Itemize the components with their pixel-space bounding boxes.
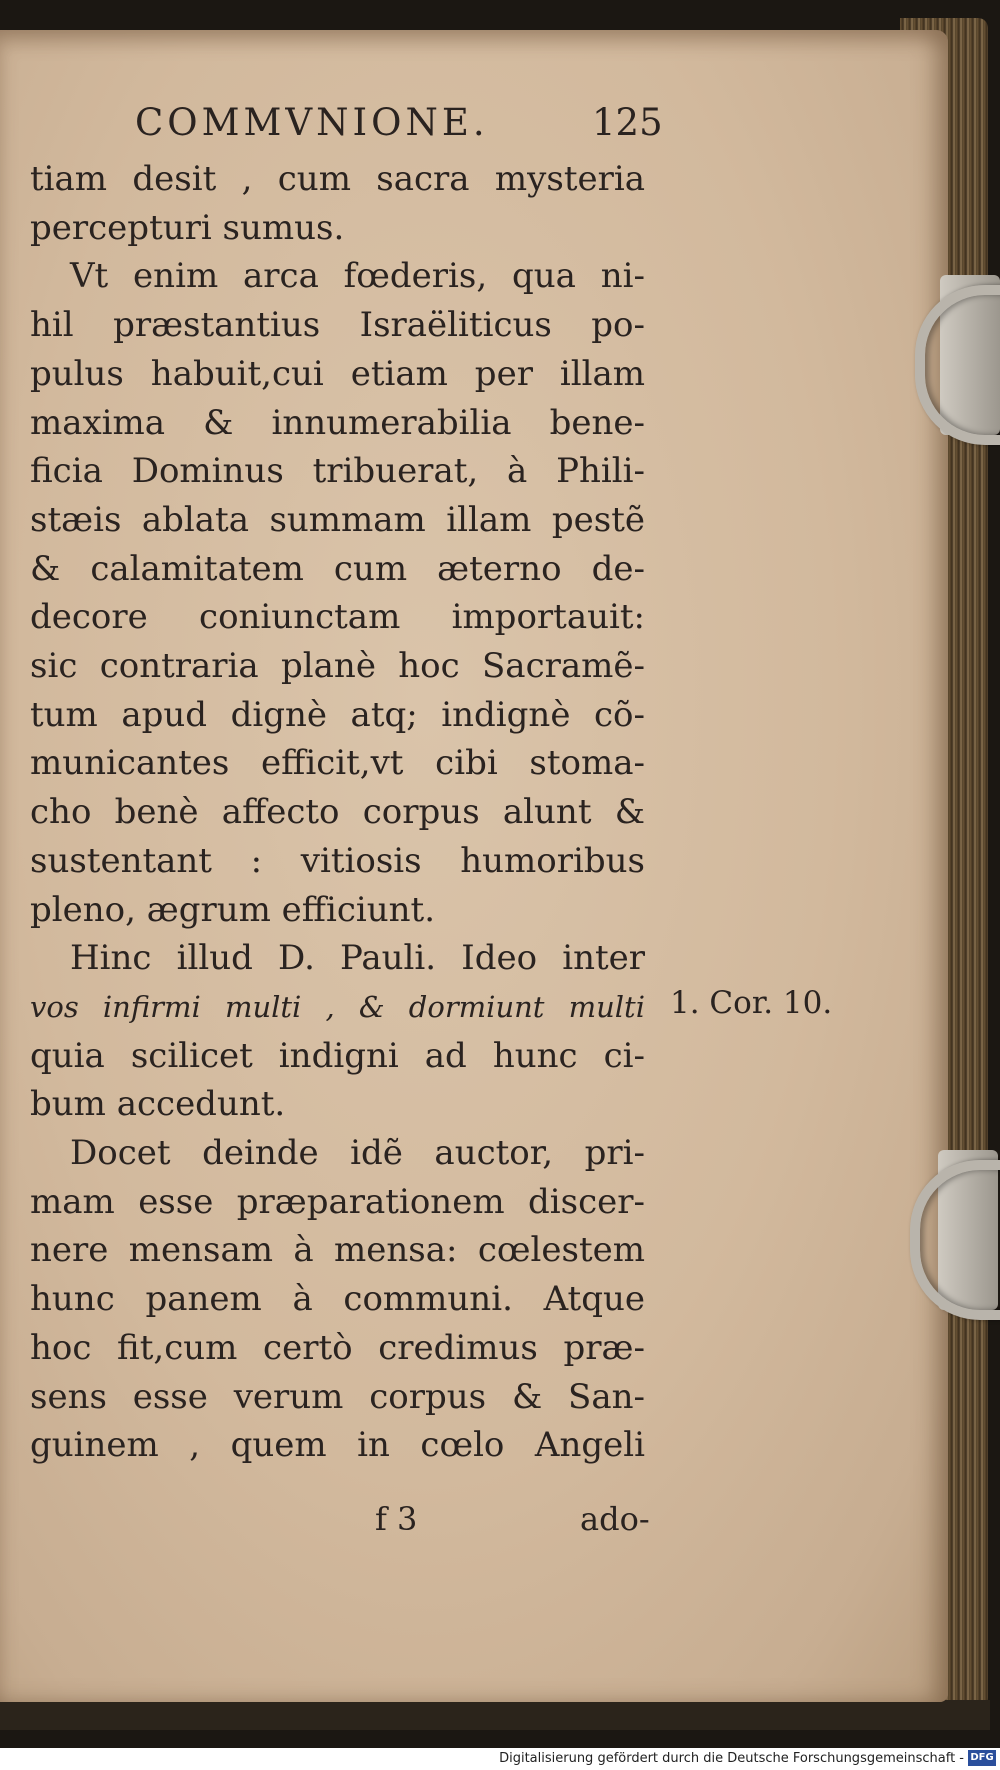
running-head — [30, 95, 663, 155]
text-line: ficia Dominus tribuerat, à Phili- — [30, 451, 645, 492]
text-block — [30, 95, 663, 1470]
marginal-note: 1. Cor. 10. — [670, 985, 833, 1021]
text-line: Hinc illud D. Pauli. Ideo inter — [70, 938, 645, 979]
text-line: tum apud dignè atq; indignè cõ- — [30, 694, 645, 735]
text-line: bum accedunt. — [30, 1084, 286, 1125]
text-line: guinem , quem in cœlo Angeli — [30, 1425, 645, 1466]
text-line: Docet deinde idẽ auctor, pri- — [70, 1133, 645, 1174]
text-line: tiam desit , cum sacra mysteria — [30, 159, 645, 199]
text-line: mam esse præparationem discer- — [30, 1181, 645, 1222]
text-line: maxima & innumerabilia bene- — [30, 402, 645, 443]
text-line: decore coniunctam importauit: — [30, 597, 645, 638]
text-line: sustentant : vitiosis humoribus — [30, 840, 645, 881]
text-line: Vt enim arca fœderis, qua ni- — [70, 256, 645, 297]
page-number: 125 — [592, 101, 663, 144]
text-line: sens esse verum corpus & San- — [30, 1376, 645, 1417]
footer-credit: Digitalisierung gefördert durch die Deutsche Forschungsgemeinschaft - — [499, 1751, 964, 1766]
text-line: percepturi sumus. — [30, 207, 345, 248]
signature-mark: f 3 — [375, 1500, 418, 1538]
footer-bar — [0, 1748, 1000, 1770]
book-bottom-edge — [0, 1700, 990, 1730]
text-line: hoc fit,cum certò credimus præ- — [30, 1327, 645, 1368]
text-line: municantes efficit,vt cibi stoma- — [30, 743, 645, 784]
catchword: ado- — [580, 1500, 650, 1538]
text-line: cho benè affecto corpus alunt & — [30, 792, 645, 833]
dfg-logo: DFG — [968, 1750, 996, 1766]
text-line: hunc panem à communi. Atque — [30, 1279, 645, 1320]
text-line: pleno, ægrum efficiunt. — [30, 889, 435, 930]
text-line: & calamitatem cum æterno de- — [30, 548, 645, 589]
text-line-italic: vos infirmi multi , & dormiunt multi — [30, 989, 645, 1024]
running-head-title: COMMVNIONE. — [135, 101, 489, 144]
text-line: pulus habuit,cui etiam per illam — [30, 353, 645, 394]
text-line: hil præstantius Israëliticus po- — [30, 305, 645, 346]
text-line: sic contraria planè hoc Sacramẽ- — [30, 646, 645, 687]
text-line: quia scilicet indigni ad hunc ci- — [30, 1035, 645, 1076]
text-line: nere mensam à mensa: cœlestem — [30, 1230, 645, 1271]
text-line: stæis ablata summam illam pestẽ — [30, 499, 645, 540]
